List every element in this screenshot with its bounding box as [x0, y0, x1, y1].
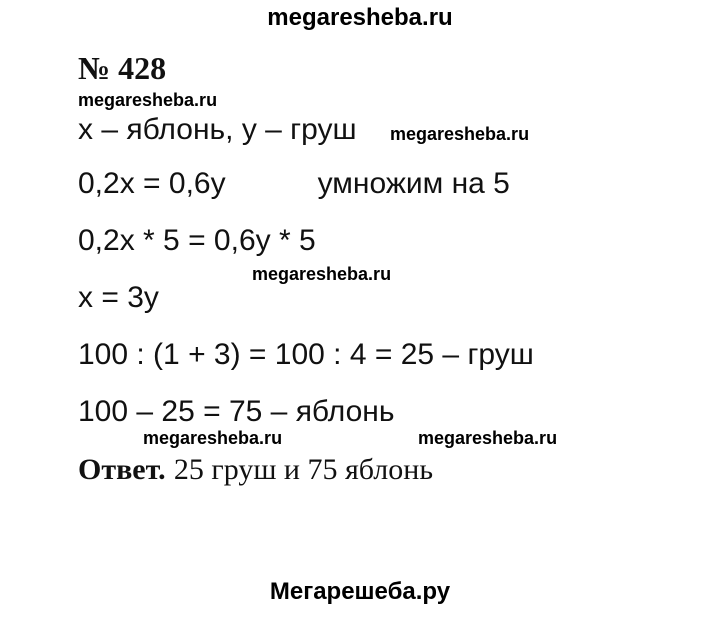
answer-line — [78, 453, 433, 487]
watermark-inline: megaresheba.ru — [252, 264, 392, 284]
problem-number: № 428 — [78, 50, 167, 86]
watermark-top: megaresheba.ru — [267, 4, 453, 31]
watermark-bottom: Мегарешеба.ру — [269, 578, 451, 605]
solution-line-1: x – яблонь, y – груш — [78, 113, 357, 146]
watermark-inline: megaresheba.ru — [390, 124, 530, 144]
answer-text: 25 груш и 75 яблонь — [173, 453, 434, 486]
watermark-inline: megaresheba.ru — [78, 90, 218, 110]
solution-line-2 — [78, 167, 510, 201]
solution-line-4: x = 3y — [78, 281, 159, 314]
solution-line-6: 100 – 25 = 75 – яблонь — [78, 395, 395, 428]
operation-note: умножим на 5 — [317, 167, 510, 200]
equation: 0,2x = 0,6y — [78, 167, 226, 200]
solution-line-5: 100 : (1 + 3) = 100 : 4 = 25 – груш — [78, 338, 534, 371]
watermark-inline: megaresheba.ru — [143, 428, 283, 448]
answer-label: Ответ. — [78, 453, 166, 486]
watermark-inline: megaresheba.ru — [418, 428, 558, 448]
solution-line-3: 0,2x * 5 = 0,6y * 5 — [78, 224, 316, 257]
